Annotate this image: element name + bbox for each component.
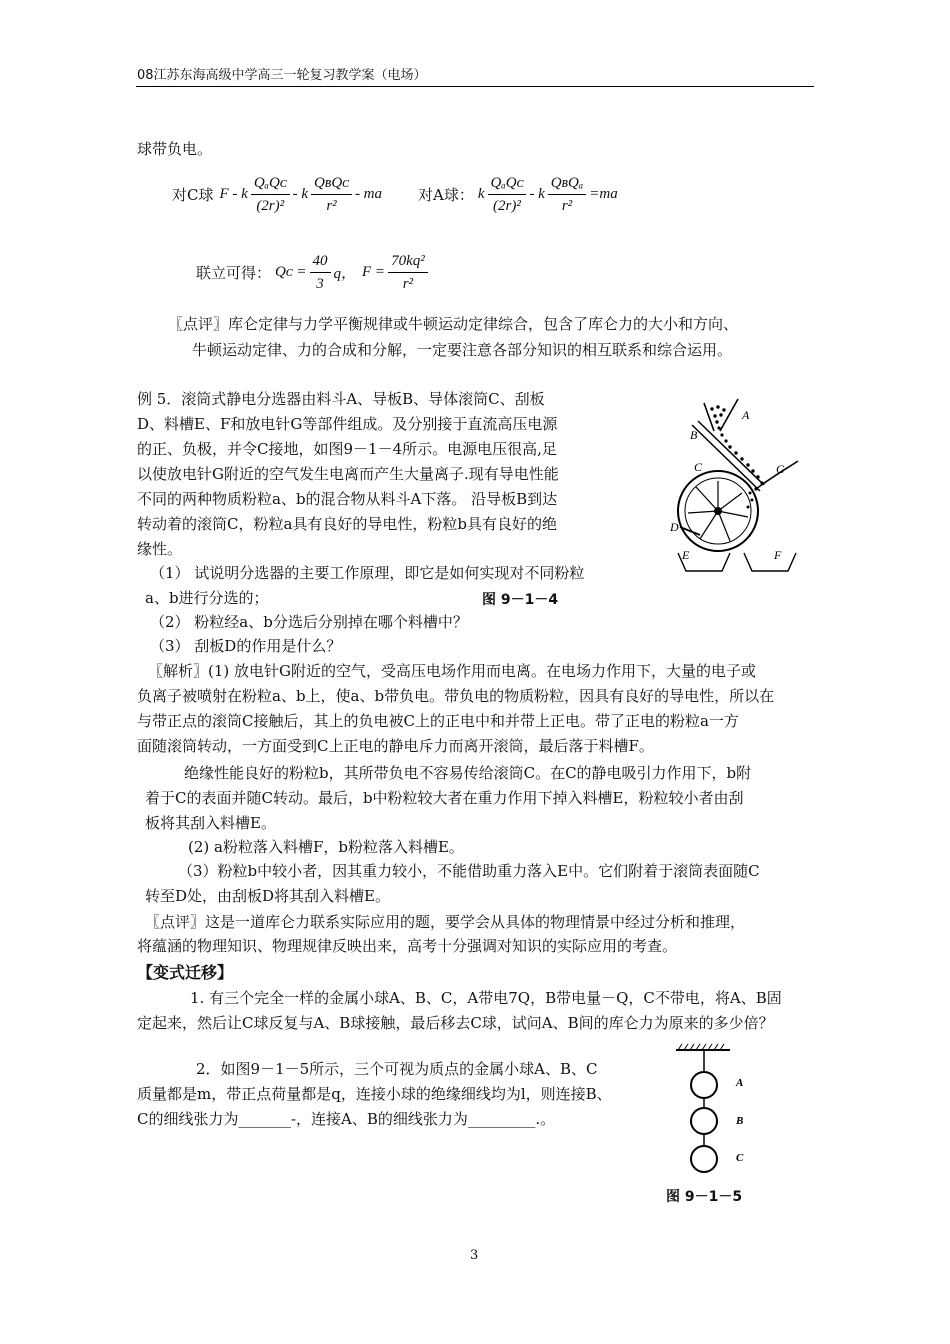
eq-c-frac1 [251,172,290,217]
eq-c-tail: - ma [354,186,383,202]
eq-a-frac2-den: r² [561,198,573,214]
example5-question-2: （2） 粉粒经a、b分选后分别掉在哪个料槽中？ [150,613,468,631]
analysis-line-2: 负离子被喷射在粉粒a、b上，使a、b带负电。带负电的物质粉粒，因具有良好的导电性，所以在 [137,687,775,705]
eq-c-frac1-num: QₐQᴄ [251,172,290,195]
eq-c-frac1-den: (2r)² [256,198,285,214]
figure-9-1-5-caption: 图 9－1－5 [666,1189,743,1205]
fig2-label-A: A [736,1077,744,1089]
eq-f-frac [388,250,428,295]
eq-a-frac1-num: QₐQᴄ [488,172,527,195]
example5-line-3: 的正、负极，并令C接地，如图9－1－4所示。电源电压很高,足 [137,440,557,458]
fig1-label-C: C [694,460,703,474]
eq-a-label: 对A球： [418,186,474,204]
eq-a-k: k [477,186,485,202]
fig1-label-F: F [774,548,782,562]
equation-c-ball [172,172,618,217]
eq-qc-lhs: Qᴄ = [275,264,307,280]
transfer-problem1-line1: 1. 有三个完全一样的金属小球A、B、C，A带电7Q，B带电量－Q，C不带电，将A、B固 [190,989,782,1007]
eq-c-label: 对C球 [172,186,214,204]
eq-c-frac2 [311,172,352,217]
eq-qc-num: 40 [310,250,331,273]
example5-question-1a: （1） 试说明分选器的主要工作原理，即它是如何实现对不同粉粒 [150,564,585,582]
analysis-line-6: 着于C的表面并随C转动。最后，b中粉粒较大者在重力作用下掉入料槽E，粉粒较小者由刮 [145,789,744,807]
eq-c-frac2-num: QʙQᴄ [311,172,352,195]
eq-c-left: F - k [219,186,248,202]
page-number: 3 [470,1248,479,1263]
fig2-label-C: C [736,1152,744,1164]
analysis-line-8: (2) a粉粒落入料槽F，b粉粒落入料槽E。 [188,838,464,856]
fig1-label-B: B [690,428,698,442]
eq-qc-tail: q， [333,266,357,282]
eq-a-frac1-den: (2r)² [493,198,521,214]
eq-a-tail: =ma [589,186,618,202]
example5-question-1b: a、b进行分选的； [145,589,269,607]
fig1-label-D: D [670,520,679,534]
analysis-line-3: 与带正点的滚筒C接触后，其上的负电被C上的正电中和并带上正电。带了正电的粉粒a一方 [137,712,739,730]
transfer-problem1-line2: 定起来，然后让C球反复与A、B球接触，最后移去C球，试问A、B间的库仑力为原来的多少倍？ [137,1014,774,1032]
eq-qc-den: 3 [316,276,324,292]
eq-a-frac2 [548,172,587,217]
eq-f-lhs: F = [362,264,386,280]
eq-result-label: 联立可得： [196,264,272,282]
eq-f-den: r² [402,276,414,292]
eq-a-frac1 [488,172,527,217]
comment2-line1: 〖点评〗这是一道库仑力联系实际应用的题，要学会从具体的物理情景中经过分析和推理， [145,913,746,931]
comment2-line2: 将蕴涵的物理知识、物理规律反映出来，高考十分强调对知识的实际应用的考查。 [137,937,678,955]
eq-f-num: 70kq² [388,250,428,273]
example5-question-3: （3） 刮板D的作用是什么？ [150,637,342,655]
analysis-line-10: 转至D处，由刮板D将其刮入料槽E。 [145,887,391,905]
transfer-problem2-line1: 2．如图9－1－5所示，三个可视为质点的金属小球A、B、C [196,1060,598,1078]
analysis-line-7: 板将其刮入料槽E。 [145,814,276,832]
eq-c-frac2-den: r² [326,198,337,214]
example5-line-1: 例 5．滚筒式静电分选器由料斗A、导板B、导体滚筒C、刮板 [137,390,545,408]
transfer-problem2-line3: C的细线张力为_______-，连接A、B的细线张力为_________.。 [137,1110,556,1128]
eq-qc-frac [310,250,331,295]
header-rule [136,86,814,87]
eq-a-frac2-num: QʙQₐ [548,172,587,195]
analysis-line-1: 〖解析〗(1) 放电针G附近的空气，受高压电场作用而电离。在电场力作用下，大量的电子或 [148,662,757,680]
fig1-label-E: E [682,548,690,562]
transfer-heading: 【变式迁移】 [137,963,234,982]
eq-c-mid: - k [292,186,309,202]
analysis-line-4: 面随滚筒转动，一方面受到C上正电的静电斥力而离开滚筒，最后落于料槽F。 [137,737,654,755]
example5-line-5: 不同的两种物质粉粒a、b的混合物从料斗A下落。 沿导板B到达 [137,490,558,508]
analysis-line-5: 绝缘性能良好的粉粒b，其所带负电不容易传给滚筒C。在C的静电吸引力作用下，b附 [184,764,752,782]
fig1-label-G: G [776,462,785,476]
transfer-problem2-line2: 质量都是m，带正点荷量都是q，连接小球的绝缘细线均为l，则连接B、 [137,1085,612,1103]
example5-line-2: D、料槽E、F和放电针G等部件组成。及分别接于直流高压电源 [137,415,558,433]
eq-a-mid: - k [529,186,545,202]
page-header-title: 08江苏东海高级中学高三一轮复习教学案（电场） [137,68,427,83]
intro-text: 球带负电。 [137,140,213,158]
comment1-line1: 〖点评〗库仑定律与力学平衡规律或牛顿运动定律综合，包含了库仑力的大小和方向、 [168,315,739,333]
analysis-line-9: （3）粉粒b中较小者，因其重力较小，不能借助重力落入E中。它们附着于滚筒表面随C [178,862,760,880]
example5-line-4: 以使放电针G附近的空气发生电离而产生大量离子.现有导电性能 [137,465,559,483]
comment1-line2: 牛顿运动定律、力的合成和分解，一定要注意各部分知识的相互联系和综合运用。 [192,341,733,359]
example5-line-6: 转动着的滚筒C，粉粒a具有良好的导电性，粉粒b具有良好的绝 [137,515,558,533]
fig2-label-B: B [736,1115,744,1127]
equation-result [196,250,431,295]
figure-9-1-4-separator-diagram [660,385,820,585]
fig1-label-A: A [742,408,750,422]
example5-line-7: 缘性。 [137,540,183,558]
figure-9-1-5-hanging-balls [672,1040,762,1180]
figure-9-1-4-caption: 图 9－1－4 [482,592,559,608]
